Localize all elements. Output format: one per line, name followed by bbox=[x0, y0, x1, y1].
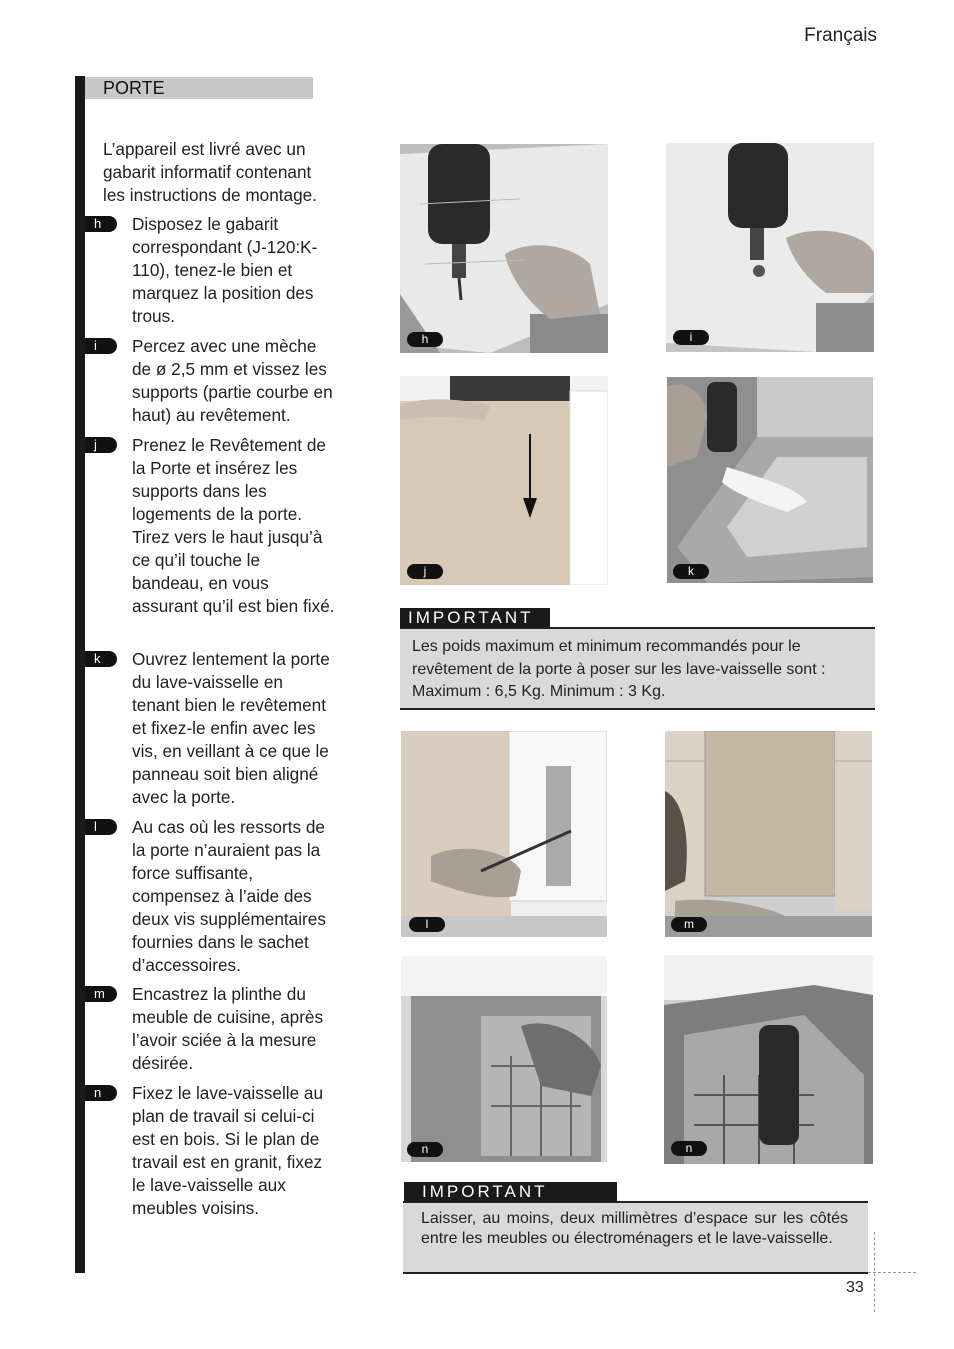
photo-label: m bbox=[671, 917, 707, 932]
step-h bbox=[85, 213, 335, 328]
page-number: 33 bbox=[846, 1279, 864, 1296]
step-letter-badge: m bbox=[85, 986, 117, 1002]
step-text: Au cas où les ressorts de la porte n’auraient pas la force suffisante, compensez à l’aide des deux vis supplémentaires fournies dans le sachet d’accessoires. bbox=[132, 817, 326, 975]
photo-label: j bbox=[407, 564, 443, 579]
language-label: Français bbox=[804, 25, 877, 46]
step-l bbox=[85, 816, 335, 977]
step-letter-badge: h bbox=[85, 216, 117, 232]
photo-i-screwing-supports bbox=[666, 143, 874, 352]
section-title: PORTE bbox=[85, 77, 313, 99]
step-text: Disposez le gabarit correspondant (J-120:K-110), tenez-le bien et marquez la position des trous. bbox=[132, 214, 318, 326]
step-j bbox=[85, 434, 335, 618]
photo-label: n bbox=[671, 1141, 707, 1156]
important-box: Laisser, au moins, deux millimètres d’espace sur les côtés entre les meubles ou électroménagers et le lave-vaisselle. bbox=[403, 1201, 868, 1274]
important-box: Les poids maximum et minimum recommandés pour le revêtement de la porte à poser sur les lave-vaisselle sont : Maximum : 6,5 Kg. Minimum : 3 Kg. bbox=[400, 627, 875, 710]
step-letter-badge: n bbox=[85, 1085, 117, 1101]
photo-label: i bbox=[673, 330, 709, 345]
intro-paragraph: L’appareil est livré avec un gabarit informatif contenant les instructions de montage. bbox=[103, 139, 318, 205]
important-title: IMPORTANT bbox=[400, 608, 550, 628]
crop-mark bbox=[868, 1272, 916, 1273]
step-n bbox=[85, 1082, 335, 1220]
photo-label: k bbox=[673, 564, 709, 579]
step-text: Percez avec une mèche de ø 2,5 mm et vissez les supports (partie courbe en haut) au revêtement. bbox=[132, 336, 333, 425]
crop-mark bbox=[874, 1232, 875, 1312]
photo-label: h bbox=[407, 332, 443, 347]
photo-j-inserting-door-panel bbox=[400, 376, 608, 585]
step-text: Encastrez la plinthe du meuble de cuisine, après l’avoir sciée à la mesure désirée. bbox=[132, 984, 324, 1073]
step-i bbox=[85, 335, 335, 427]
step-k bbox=[85, 648, 335, 809]
step-letter-badge: k bbox=[85, 651, 117, 667]
photo-h-drilling-template bbox=[400, 144, 608, 353]
step-text: Prenez le Revêtement de la Porte et insérez les supports dans les logements de la porte. Tirez vers le haut jusqu’à ce qu’il touche le bandeau, en vous assurant qu’il est bien fixé. bbox=[132, 435, 335, 616]
section-side-bar bbox=[75, 76, 85, 1273]
photo-m-plinth bbox=[665, 731, 872, 937]
photo-label: l bbox=[409, 917, 445, 932]
step-text: Ouvrez lentement la porte du lave-vaisselle en tenant bien le revêtement et fixez-le enfin avec les vis, en veillant à ce que le panneau soit bien aligné avec la porte. bbox=[132, 649, 330, 807]
step-m bbox=[85, 983, 335, 1075]
photo-label: n bbox=[407, 1142, 443, 1157]
step-letter-badge: i bbox=[85, 338, 117, 354]
step-letter-badge: j bbox=[85, 437, 117, 453]
photo-n-fix-worktop bbox=[401, 956, 607, 1162]
step-text: Fixez le lave-vaisselle au plan de travail si celui-ci est en bois. Si le plan de travail est en granit, fixez le lave-vaisselle aux meubles voisins. bbox=[132, 1083, 324, 1218]
photo-n-fix-neighbour-cabinets bbox=[664, 955, 873, 1164]
photo-k-fixing-panel-screws bbox=[667, 377, 873, 583]
photo-l-door-springs bbox=[401, 731, 607, 937]
important-title: IMPORTANT bbox=[404, 1182, 617, 1202]
step-letter-badge: l bbox=[85, 819, 117, 835]
